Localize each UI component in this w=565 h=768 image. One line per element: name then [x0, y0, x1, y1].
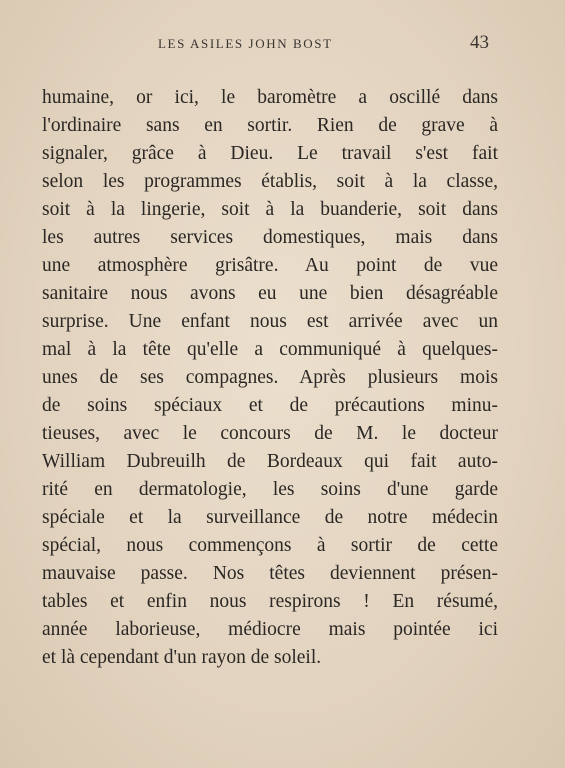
text-line: de soins spéciaux et de précautions minu-: [42, 395, 498, 416]
running-title: LES ASILES JOHN BOST: [158, 36, 333, 51]
text-line: mauvaise passe. Nos têtes deviennent présen-: [42, 563, 498, 584]
text-line: et là cependant d'un rayon de soleil.: [42, 647, 322, 668]
text-line: signaler, grâce à Dieu. Le travail s'est fait: [42, 143, 498, 164]
text-line: humaine, or ici, le baromètre a oscillé dans: [42, 87, 498, 108]
text-line: selon les programmes établis, soit à la classe,: [42, 171, 498, 192]
text-line: année laborieuse, médiocre mais pointée ici: [42, 619, 498, 640]
text-line: les autres services domestiques, mais dans: [42, 227, 498, 248]
text-line: unes de ses compagnes. Après plusieurs mois: [42, 367, 498, 388]
text-line: tieuses, avec le concours de M. le docteur: [42, 423, 498, 444]
text-line: soit à la lingerie, soit à la buanderie, soit dans: [42, 199, 498, 220]
page-header: [0, 34, 565, 56]
text-line: William Dubreuilh de Bordeaux qui fait auto-: [42, 451, 498, 472]
text-line: tables et enfin nous respirons ! En résumé,: [42, 591, 498, 612]
text-line: mal à la tête qu'elle a communiqué à quelques-: [42, 339, 498, 360]
text-line: spéciale et la surveillance de notre médecin: [42, 507, 498, 528]
text-line: spécial, nous commençons à sortir de cette: [42, 535, 498, 556]
text-line: une atmosphère grisâtre. Au point de vue: [42, 255, 498, 276]
text-line: rité en dermatologie, les soins d'une garde: [42, 479, 498, 500]
text-line: surprise. Une enfant nous est arrivée avec un: [42, 311, 498, 332]
page-number: 43: [470, 32, 489, 53]
body-text: [42, 84, 498, 672]
text-line: sanitaire nous avons eu une bien désagréable: [42, 283, 498, 304]
text-line: l'ordinaire sans en sortir. Rien de grave à: [42, 115, 498, 136]
